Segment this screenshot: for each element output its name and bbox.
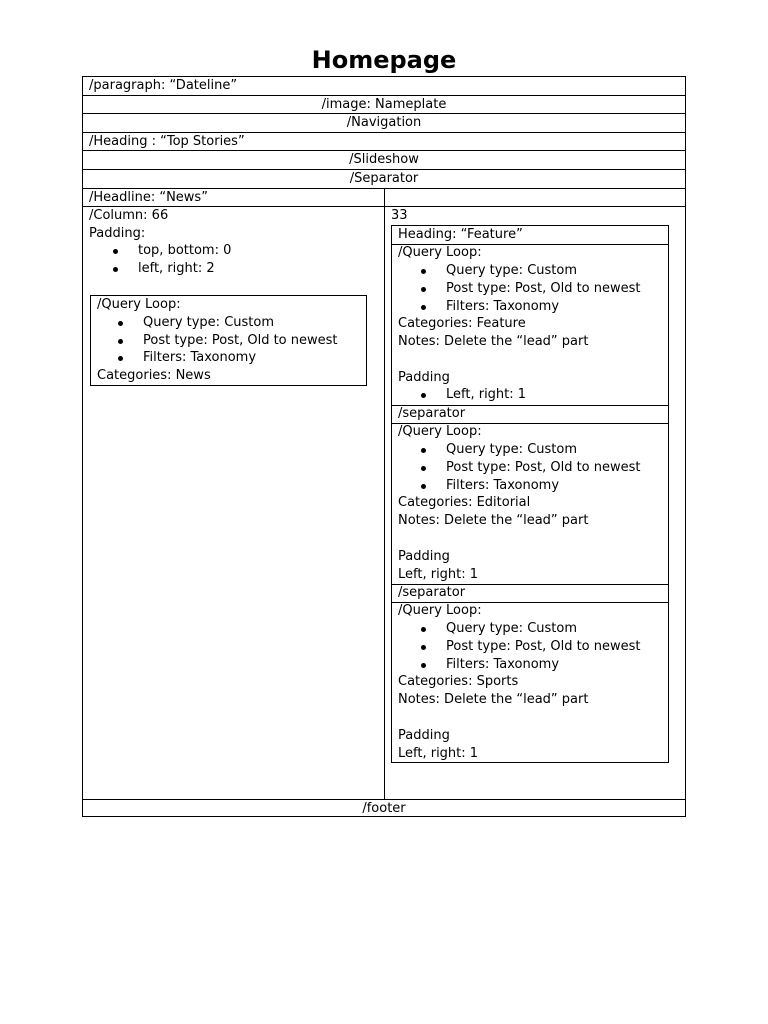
separator-row: /Separator — [83, 170, 685, 189]
bullet-icon — [113, 249, 118, 254]
query-padding-value: Left, right: 1 — [398, 567, 479, 582]
right-column-label: 33 — [391, 208, 408, 223]
query-notes: Notes: Delete the “lead” part — [398, 513, 589, 528]
left-padding-label: Padding: — [89, 226, 146, 241]
bullet-icon — [421, 663, 426, 668]
query-categories: Categories: Editorial — [398, 495, 531, 510]
bullet-icon — [421, 466, 426, 471]
right-column-box: Heading: “Feature” /Query Loop: Query type: Custom Post type: Post, Old to newest Filters: Taxonomy Categories: Feature Notes: Delete the “lead” part Padding Left, right: 1 /separator /Query Loop: Query type: Custom Post type: Post, Old to newest Filters: Taxonomy Categories: Editorial Notes: Delete the “lead” part Padding Left, right: 1 /separator /Query Loop: Query type: Custom Post type: Post, Old to newest Filters: Taxonomy Categories: Sports Notes: Delete the “lead” part Padding Left, right: 1 — [391, 225, 669, 763]
bullet-icon — [113, 267, 118, 272]
bullet-icon — [118, 356, 123, 361]
query-padding-label: Padding — [398, 549, 450, 564]
bullet-icon — [421, 448, 426, 453]
bullet-icon — [421, 627, 426, 632]
separator-label: /separator — [398, 406, 466, 421]
slideshow-row: /Slideshow — [83, 151, 685, 170]
query-categories: Categories: Feature — [398, 316, 526, 331]
layout-table: /paragraph: “Dateline” /image: Nameplate /Navigation /Heading : “Top Stories” /Slideshow /Separator /Headline: “News” /footer /Column: 66 Padding: top, bottom: 0 left, right: 2 /Query Loop: Query type: Custom Post type: Post, Old to newest Filters: Taxonomy Categories: News 33 Heading: “Feature” /Query Loop: Query type: Custom Post type: Post, Old to newest Filters: Taxonomy Categories: Feature Notes: Delete the “lead” part Padding Left, right: 1 /separator /Query Loop: Query type: Custom Post type: Post, Old to newest Filters: Taxonomy Categories: Editorial Notes: Delete the “lead” part Padding Left, right: 1 /separator /Query Loop: Query type: Custom Post type: Post, Old to newest Filters: Taxonomy Categories: Sports Notes: Delete the “lead” part Padding Left, right: 1 — [82, 76, 686, 817]
bullet-icon — [421, 393, 426, 398]
query-loop-title: /Query Loop: — [398, 245, 482, 260]
bullet-icon — [421, 645, 426, 650]
query-categories: Categories: Sports — [398, 674, 519, 689]
left-query-loop-box: /Query Loop: Query type: Custom Post type: Post, Old to newest Filters: Taxonomy Categories: News — [90, 295, 367, 386]
left-column-label: /Column: 66 — [89, 208, 169, 223]
bullet-icon — [421, 287, 426, 292]
query-loop-title: /Query Loop: — [398, 603, 482, 618]
query-notes: Notes: Delete the “lead” part — [398, 692, 589, 707]
column-divider — [384, 189, 385, 799]
page-title: Homepage — [311, 46, 457, 74]
heading-row: /Heading : “Top Stories” — [83, 133, 685, 151]
paragraph-row: /paragraph: “Dateline” — [83, 77, 685, 96]
image-row: /image: Nameplate — [83, 96, 685, 114]
bullet-icon — [421, 269, 426, 274]
query-categories: Categories: News — [97, 368, 211, 383]
headline-row: /Headline: “News” — [83, 189, 685, 207]
bullet-icon — [118, 339, 123, 344]
feature-heading: Heading: “Feature” — [398, 227, 523, 242]
navigation-row: /Navigation — [83, 114, 685, 133]
query-padding-value: Left, right: 1 — [398, 746, 479, 761]
footer-row: /footer — [83, 799, 685, 817]
separator-label: /separator — [398, 585, 466, 600]
query-padding-label: Padding — [398, 370, 450, 385]
bullet-icon — [421, 305, 426, 310]
query-padding-label: Padding — [398, 728, 450, 743]
query-loop-title: /Query Loop: — [97, 297, 181, 312]
bullet-icon — [118, 321, 123, 326]
query-notes: Notes: Delete the “lead” part — [398, 334, 589, 349]
query-loop-title: /Query Loop: — [398, 424, 482, 439]
bullet-icon — [421, 484, 426, 489]
